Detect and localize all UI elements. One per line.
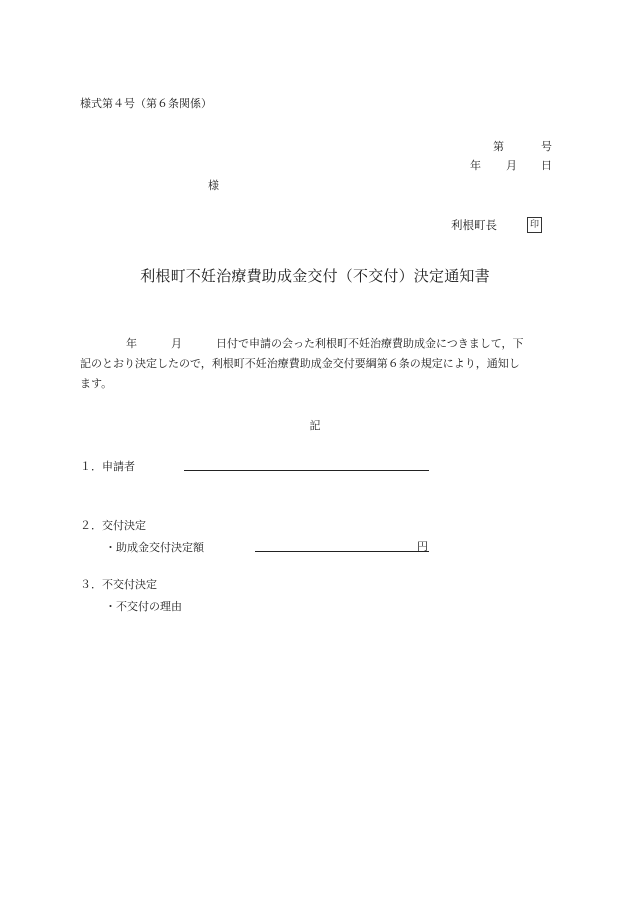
document-number-suffix: 号 bbox=[541, 140, 552, 153]
date-month-label: 月 bbox=[506, 159, 517, 172]
grant-amount-label: ・助成金交付決定額 bbox=[105, 541, 204, 554]
body-year-label: 年 bbox=[126, 337, 137, 350]
non-grant-decision-label: ３．不交付決定 bbox=[80, 578, 157, 591]
body-line-1-text: 日付で申請の会った利根町不妊治療費助成金につきまして，下 bbox=[216, 337, 524, 350]
document-number-label: 第 bbox=[493, 140, 504, 153]
body-line-3: ます。 bbox=[80, 377, 113, 390]
date-year-label: 年 bbox=[470, 159, 481, 172]
record-heading: 記 bbox=[309, 419, 321, 432]
grant-amount-underline bbox=[255, 551, 429, 552]
applicant-underline bbox=[184, 470, 429, 471]
body-line-1 bbox=[80, 334, 550, 354]
seal-stamp: 印 bbox=[527, 217, 542, 233]
recipient-honorific: 様 bbox=[208, 179, 219, 192]
document-title: 利根町不妊治療費助成金交付（不交付）決定通知書 bbox=[140, 267, 490, 285]
grant-decision-label: ２．交付決定 bbox=[80, 519, 146, 532]
applicant-label: １．申請者 bbox=[80, 460, 135, 473]
form-number: 様式第４号（第６条関係） bbox=[80, 97, 212, 110]
body-paragraph bbox=[80, 334, 550, 394]
non-grant-reason-label: ・不交付の理由 bbox=[105, 600, 182, 613]
date-day-label: 日 bbox=[541, 159, 552, 172]
body-month-label: 月 bbox=[171, 337, 182, 350]
grant-amount-unit: 円 bbox=[417, 540, 428, 553]
body-line-2: 記のとおり決定したので，利根町不妊治療費助成金交付要綱第６条の規定により，通知し bbox=[80, 357, 520, 370]
issuer-name: 利根町長 bbox=[451, 218, 497, 232]
